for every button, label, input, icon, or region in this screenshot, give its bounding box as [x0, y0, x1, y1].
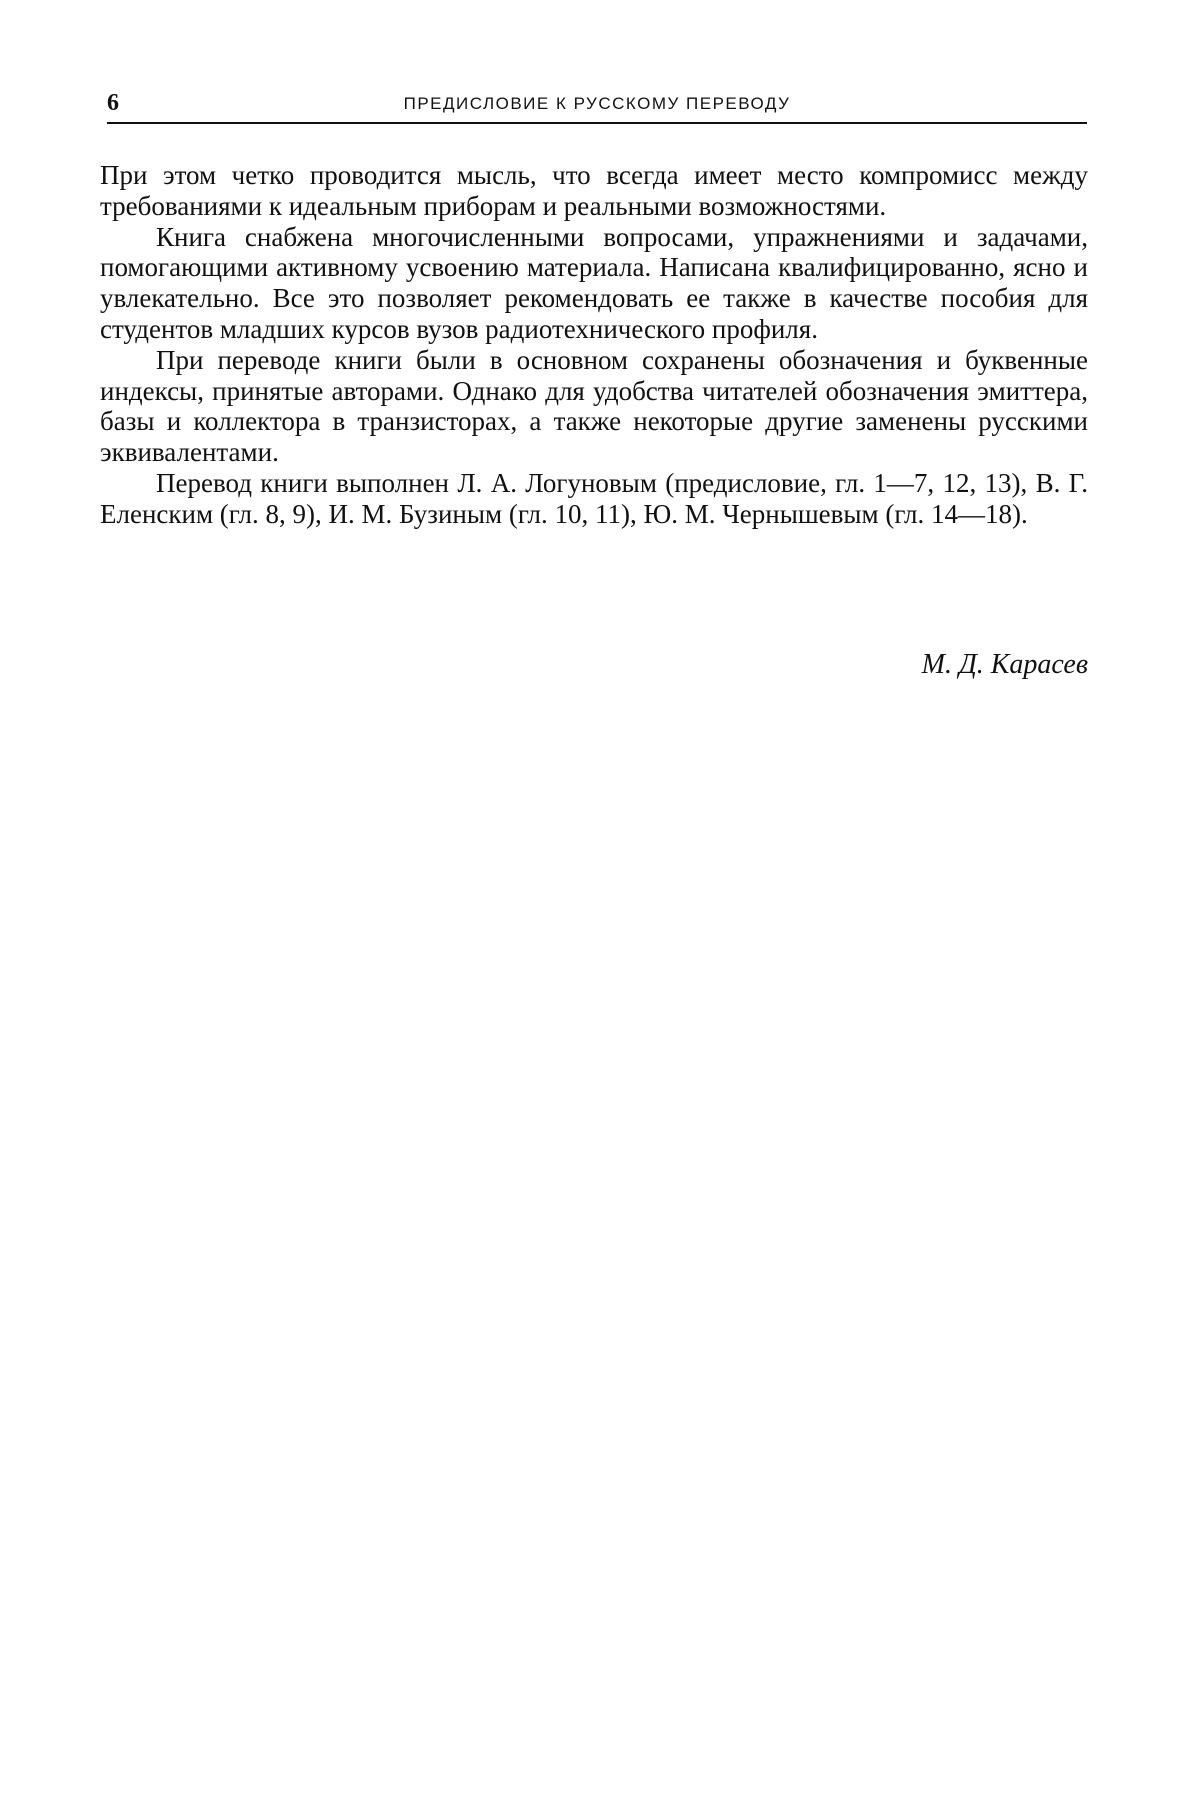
paragraph-notation: При переводе книги были в основном сохранены обозначения и буквенные индексы, принятые авторами. Однако для удобства читателей обозначения эмиттера, базы и коллектора в транзисторах, а также некоторые другие заменены русскими эквивалентами. [100, 345, 1088, 468]
running-head [107, 88, 1087, 124]
book-page [0, 0, 1200, 1800]
paragraph-book-features: Книга снабжена многочисленными вопросами, упражнениями и задачами, помогающими активному усвоению материала. Написана квалифицированно, ясно и увлекательно. Все это позволяет рекомендовать ее также в качестве пособия для студентов младших курсов вузов радиотехнического профиля. [100, 222, 1088, 345]
paragraph-continuation: При этом четко проводится мысль, что всегда имеет место компромисс между требованиями к идеальным приборам и реальными возможностями. [100, 160, 1088, 222]
page-number: 6 [107, 90, 119, 117]
paragraph-translators: Перевод книги выполнен Л. А. Логуновым (предисловие, гл. 1—7, 12, 13), В. Г. Еленским (гл. 8, 9), И. М. Бузиным (гл. 10, 11), Ю. М. Чернышевым (гл. 14—18). [100, 468, 1088, 530]
body-text [100, 160, 1088, 530]
author-signature: М. Д. Карасев [922, 649, 1088, 681]
running-head-title: ПРЕДИСЛОВИЕ К РУССКОМУ ПЕРЕВОДУ [107, 94, 1087, 114]
